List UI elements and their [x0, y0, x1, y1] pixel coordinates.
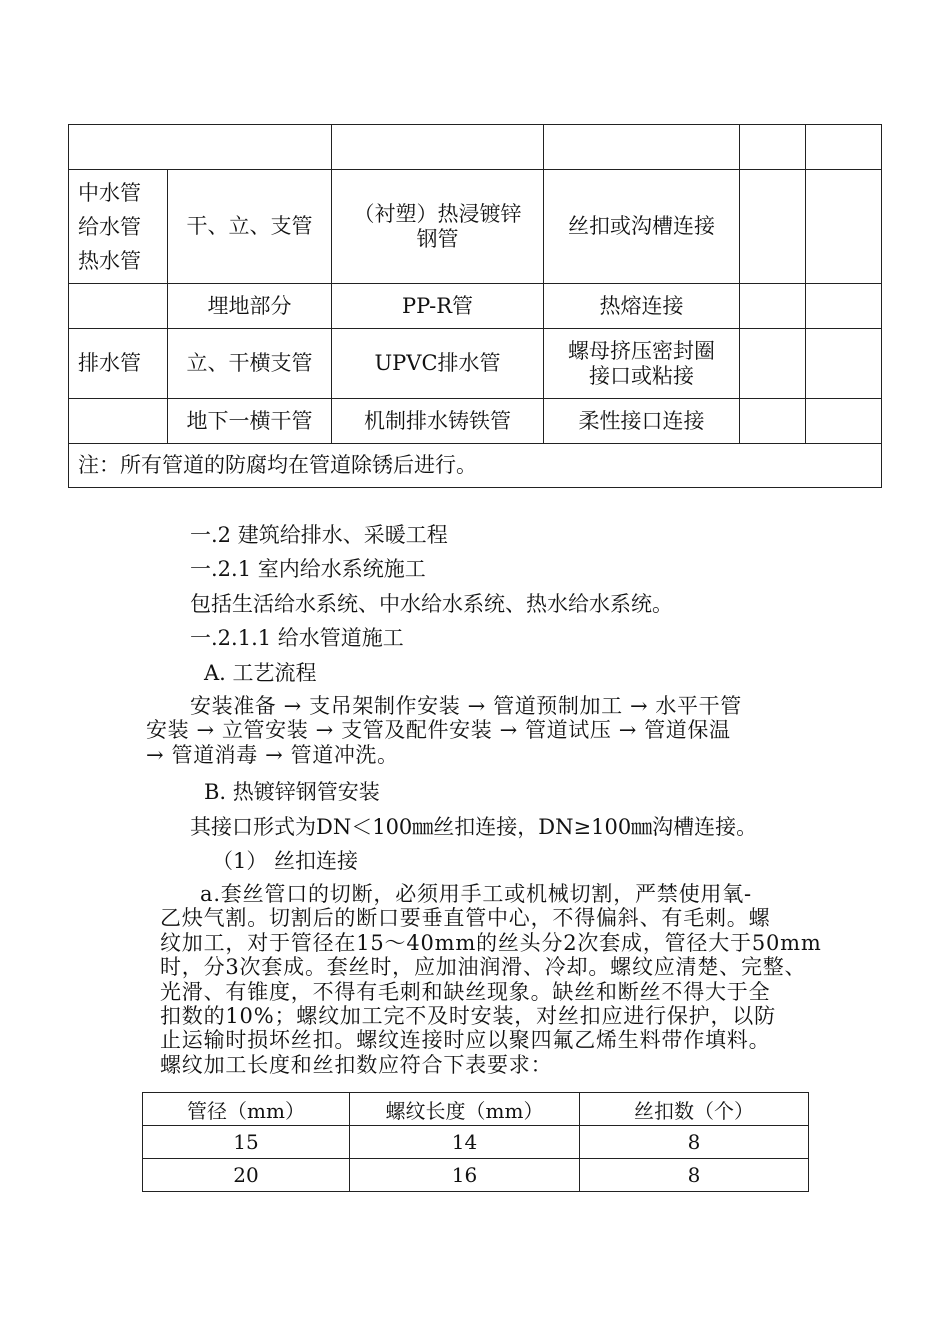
material-cell: UPVC排水管: [374, 351, 501, 375]
paragraph-line: 螺纹加工长度和丝扣数应符合下表要求：: [160, 1052, 553, 1077]
pipe-type-text: 热水管: [78, 248, 141, 273]
threading-paragraph: [160, 882, 822, 1077]
connection-cell: 热熔连接: [599, 293, 684, 318]
pipe-type-text: 给水管: [78, 214, 141, 239]
sub-heading: （1） 丝扣连接: [212, 849, 359, 873]
flow-line: → 管道消毒 → 管道冲洗。: [146, 742, 399, 767]
pipe-type-text: 中水管: [78, 180, 141, 205]
flow-line: 安装 → 立管安装 → 支管及配件安装 → 管道试压 → 管道保温: [146, 718, 731, 743]
table-row: [143, 1126, 809, 1159]
table-rule: [68, 487, 882, 488]
location-cell: 埋地部分: [207, 293, 292, 318]
material-text: 钢管: [416, 226, 459, 251]
connection-text: 螺母挤压密封圈: [568, 338, 715, 363]
table-note: 注：所有管道的防腐均在管道除锈后进行。: [78, 453, 477, 477]
paragraph-line: 光滑、有锥度，不得有毛刺和缺丝现象。缺丝和断丝不得大于全: [160, 979, 771, 1004]
table-cell: 8: [580, 1126, 809, 1159]
pipe-type-cell: 排水管: [78, 351, 141, 375]
table-cell: 20: [143, 1159, 350, 1192]
paragraph-line: 时，分3次套成。套丝时，应加油润滑、冷却。螺纹应清楚、完整、: [160, 955, 807, 980]
flow-line: 安装准备 → 支吊架制作安装 → 管道预制加工 → 水平干管: [190, 694, 742, 718]
location-cell: 立、干横支管: [186, 351, 313, 375]
paragraph-line: 纹加工，对于管径在15～40mm的丝头分2次套成，管径大于50mm: [160, 930, 822, 955]
connection-cell: 丝扣或沟槽连接: [568, 214, 715, 238]
intro-text: 包括生活给水系统、中水给水系统、热水给水系统。: [190, 592, 673, 616]
header-cell: 螺纹长度（mm）: [350, 1093, 580, 1126]
paragraph-line: 止运输时损坏丝扣。螺纹连接时应以聚四氟乙烯生料带作填料。: [160, 1028, 771, 1053]
joint-text: 其接口形式为DN＜100㎜丝扣连接，DN≥100㎜沟槽连接。: [190, 815, 758, 839]
table-cell: 14: [350, 1126, 580, 1159]
table-row: [143, 1159, 809, 1192]
connection-cell: 柔性接口连接: [578, 408, 705, 433]
table-rule: [739, 124, 740, 443]
paragraph-line: 乙炔气割。切割后的断口要垂直管中心，不得偏斜、有毛刺。螺: [160, 906, 771, 931]
subsubsection-heading: 一.2.1.1 给水管道施工: [190, 626, 404, 650]
section-heading: 一.2 建筑给排水、采暖工程: [190, 523, 448, 547]
table-header-row: [143, 1093, 809, 1126]
pipe-type-cell: [68, 170, 167, 283]
table-cell: 15: [143, 1126, 350, 1159]
item-heading-b: B. 热镀锌钢管安装: [204, 780, 380, 804]
material-text: （衬塑）热浸镀锌: [353, 201, 522, 226]
connection-text: 接口或粘接: [589, 363, 694, 388]
item-heading-a: A. 工艺流程: [204, 661, 317, 685]
process-flow: [146, 694, 742, 767]
location-cell: 干、立、支管: [186, 214, 313, 238]
material-cell: 机制排水铸铁管: [364, 408, 511, 433]
material-cell: [332, 170, 543, 283]
table-cell: 8: [580, 1159, 809, 1192]
connection-cell: [544, 329, 739, 398]
material-cell: PP-R管: [401, 293, 474, 318]
table-rule: [881, 124, 882, 488]
table-rule: [805, 124, 806, 443]
subsection-heading: 一.2.1 室内给水系统施工: [190, 557, 426, 581]
table-rule: [68, 124, 882, 125]
header-cell: 丝扣数（个）: [580, 1093, 809, 1126]
location-cell: 地下一横干管: [186, 408, 313, 433]
header-cell: 管径（mm）: [143, 1093, 350, 1126]
table-cell: 16: [350, 1159, 580, 1192]
paragraph-line: 扣数的10%；螺纹加工完不及时安装，对丝扣应进行保护，以防: [160, 1004, 776, 1029]
paragraph-line: a.套丝管口的切断，必须用手工或机械切割，严禁使用氧-: [200, 882, 752, 906]
pipe-materials-table: [68, 124, 882, 488]
thread-spec-table: [142, 1092, 809, 1192]
